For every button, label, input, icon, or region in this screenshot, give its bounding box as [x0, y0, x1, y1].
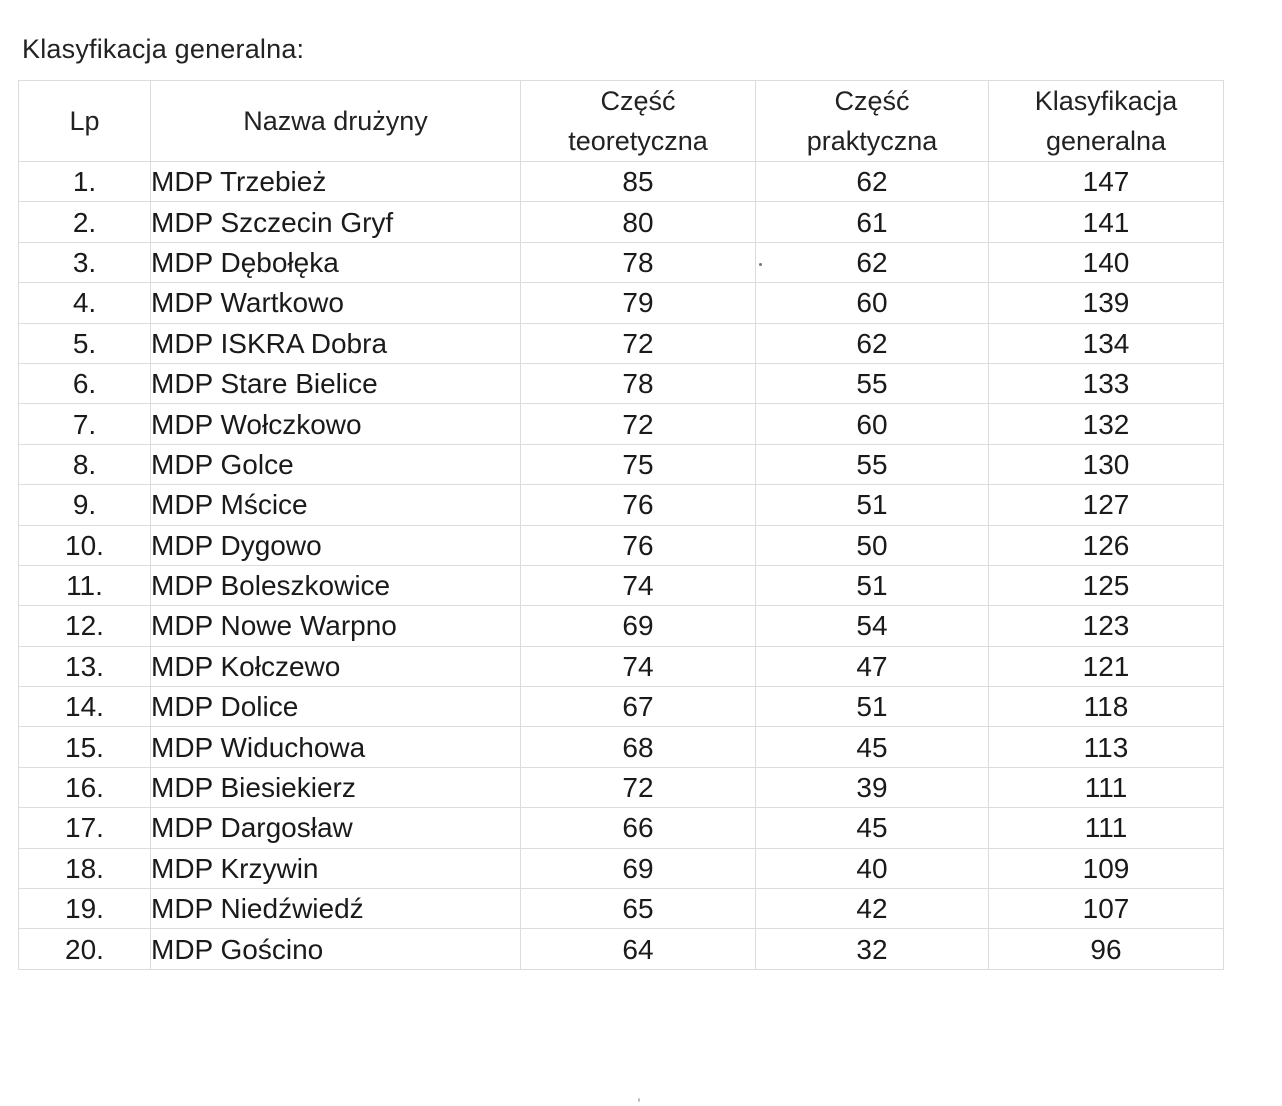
cell-lp: 2. [19, 202, 151, 242]
table-row [19, 727, 1224, 767]
cell-practice: 51 [756, 687, 989, 727]
cell-team-name: MDP Dygowo [151, 525, 521, 565]
table-row [19, 848, 1224, 888]
cell-team-name: MDP Gościno [151, 929, 521, 969]
cell-practice: 62 [756, 162, 989, 202]
cell-practice: 45 [756, 727, 989, 767]
cell-theory: 76 [521, 525, 756, 565]
cell-team-name: MDP Biesiekierz [151, 767, 521, 807]
cell-general: 141 [989, 202, 1224, 242]
cell-practice: 54 [756, 606, 989, 646]
scan-speck [638, 1098, 640, 1102]
cell-practice: 55 [756, 444, 989, 484]
cell-general: 123 [989, 606, 1224, 646]
cell-general: 125 [989, 565, 1224, 605]
results-table [18, 80, 1224, 970]
cell-practice: 39 [756, 767, 989, 807]
cell-team-name: MDP Golce [151, 444, 521, 484]
table-row [19, 646, 1224, 686]
table-row [19, 323, 1224, 363]
cell-lp: 6. [19, 363, 151, 403]
cell-lp: 7. [19, 404, 151, 444]
cell-lp: 4. [19, 283, 151, 323]
cell-general: 96 [989, 929, 1224, 969]
cell-general: 118 [989, 687, 1224, 727]
header-theory [521, 81, 756, 162]
cell-general: 139 [989, 283, 1224, 323]
cell-general: 130 [989, 444, 1224, 484]
cell-theory: 72 [521, 767, 756, 807]
header-general [989, 81, 1224, 162]
cell-theory: 80 [521, 202, 756, 242]
page-heading: Klasyfikacja generalna: [22, 34, 305, 64]
cell-team-name: MDP Kołczewo [151, 646, 521, 686]
cell-theory: 85 [521, 162, 756, 202]
cell-lp: 16. [19, 767, 151, 807]
cell-practice: 60 [756, 404, 989, 444]
cell-team-name: MDP Dolice [151, 687, 521, 727]
cell-lp: 5. [19, 323, 151, 363]
cell-practice: 40 [756, 848, 989, 888]
cell-general: 111 [989, 808, 1224, 848]
table-row [19, 525, 1224, 565]
cell-lp: 12. [19, 606, 151, 646]
cell-theory: 64 [521, 929, 756, 969]
cell-general: 111 [989, 767, 1224, 807]
cell-practice: 62 [756, 242, 989, 282]
cell-team-name: MDP Widuchowa [151, 727, 521, 767]
cell-team-name: MDP Wartkowo [151, 283, 521, 323]
cell-theory: 79 [521, 283, 756, 323]
cell-theory: 66 [521, 808, 756, 848]
table-row [19, 444, 1224, 484]
table-row [19, 363, 1224, 403]
cell-theory: 69 [521, 606, 756, 646]
cell-team-name: MDP Trzebież [151, 162, 521, 202]
cell-team-name: MDP Krzywin [151, 848, 521, 888]
cell-team-name: MDP Wołczkowo [151, 404, 521, 444]
table-row [19, 606, 1224, 646]
table-row [19, 767, 1224, 807]
header-practice-text: Część praktyczna [806, 86, 938, 156]
cell-team-name: MDP Nowe Warpno [151, 606, 521, 646]
cell-team-name: MDP Mścice [151, 485, 521, 525]
cell-lp: 8. [19, 444, 151, 484]
table-row [19, 808, 1224, 848]
header-practice [756, 81, 989, 162]
cell-team-name: MDP Niedźwiedź [151, 889, 521, 929]
cell-general: 126 [989, 525, 1224, 565]
cell-lp: 1. [19, 162, 151, 202]
table-row [19, 889, 1224, 929]
cell-theory: 67 [521, 687, 756, 727]
table-row [19, 929, 1224, 969]
cell-theory: 69 [521, 848, 756, 888]
cell-practice: 61 [756, 202, 989, 242]
table-row [19, 242, 1224, 282]
cell-lp: 9. [19, 485, 151, 525]
table-row [19, 202, 1224, 242]
cell-general: 113 [989, 727, 1224, 767]
cell-lp: 14. [19, 687, 151, 727]
cell-theory: 76 [521, 485, 756, 525]
cell-lp: 11. [19, 565, 151, 605]
header-row [19, 81, 1224, 162]
cell-theory: 74 [521, 646, 756, 686]
cell-team-name: MDP Dargosław [151, 808, 521, 848]
cell-theory: 68 [521, 727, 756, 767]
table-row [19, 404, 1224, 444]
cell-practice: 51 [756, 485, 989, 525]
cell-team-name: MDP Szczecin Gryf [151, 202, 521, 242]
cell-general: 133 [989, 363, 1224, 403]
cell-practice: 47 [756, 646, 989, 686]
cell-theory: 72 [521, 404, 756, 444]
cell-practice: 45 [756, 808, 989, 848]
cell-team-name: MDP Boleszkowice [151, 565, 521, 605]
cell-lp: 10. [19, 525, 151, 565]
scan-speck [759, 263, 762, 266]
table-row [19, 162, 1224, 202]
cell-team-name: MDP ISKRA Dobra [151, 323, 521, 363]
cell-practice: 51 [756, 565, 989, 605]
cell-general: 121 [989, 646, 1224, 686]
cell-theory: 78 [521, 242, 756, 282]
table-header [19, 81, 1224, 162]
header-lp: Lp [19, 81, 151, 162]
cell-general: 132 [989, 404, 1224, 444]
cell-team-name: MDP Stare Bielice [151, 363, 521, 403]
cell-practice: 55 [756, 363, 989, 403]
cell-general: 140 [989, 242, 1224, 282]
cell-general: 147 [989, 162, 1224, 202]
cell-lp: 20. [19, 929, 151, 969]
cell-theory: 75 [521, 444, 756, 484]
cell-lp: 3. [19, 242, 151, 282]
header-team-name: Nazwa drużyny [151, 81, 521, 162]
cell-practice: 60 [756, 283, 989, 323]
cell-theory: 78 [521, 363, 756, 403]
cell-theory: 65 [521, 889, 756, 929]
table-row [19, 687, 1224, 727]
cell-general: 109 [989, 848, 1224, 888]
cell-lp: 13. [19, 646, 151, 686]
cell-practice: 62 [756, 323, 989, 363]
header-theory-text: Część teoretyczna [568, 86, 708, 156]
cell-practice: 50 [756, 525, 989, 565]
cell-lp: 19. [19, 889, 151, 929]
cell-lp: 15. [19, 727, 151, 767]
cell-lp: 18. [19, 848, 151, 888]
cell-practice: 42 [756, 889, 989, 929]
cell-team-name: MDP Dębołęka [151, 242, 521, 282]
cell-general: 134 [989, 323, 1224, 363]
cell-theory: 72 [521, 323, 756, 363]
cell-theory: 74 [521, 565, 756, 605]
cell-lp: 17. [19, 808, 151, 848]
cell-practice: 32 [756, 929, 989, 969]
cell-general: 127 [989, 485, 1224, 525]
cell-general: 107 [989, 889, 1224, 929]
table-row [19, 565, 1224, 605]
header-general-text: Klasyfikacja generalna [1034, 86, 1178, 156]
table-body [19, 162, 1224, 970]
table-row [19, 283, 1224, 323]
table-row [19, 485, 1224, 525]
